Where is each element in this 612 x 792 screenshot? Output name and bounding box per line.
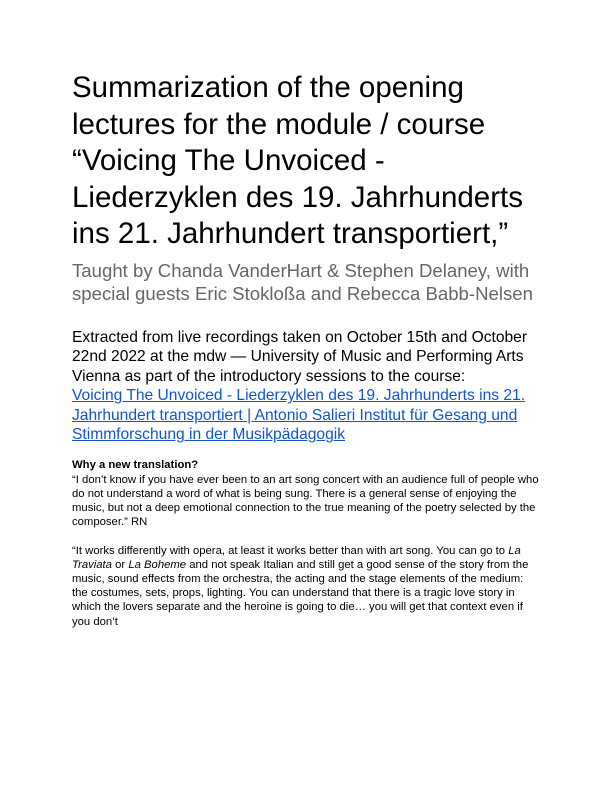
section-heading: Why a new translation? <box>72 459 199 472</box>
document-page <box>72 70 542 629</box>
opera-title-la-traviata: La Traviata <box>72 544 521 571</box>
quote2-text-a: “It works differently with opera, at least it works better than with art song. You can go to <box>72 544 509 557</box>
quote2-text-c: and not speak Italian and still get a good sense of the story from the music, sound effects from the orchestra, the acting and the stage elements of the medium: the costumes, sets, props, lighting. You can understand that there is a tragic love story in which the lovers separate and the heroine is going to die… you will get that context even if you don’t <box>72 558 529 628</box>
intro-text: Extracted from live recordings taken on October 15th and October 22nd 2022 at the mdw — University of Music and Performing Arts Vienna as part of the introductory sessions to the course: <box>72 328 528 385</box>
document-subtitle: Taught by Chanda VanderHart & Stephen Delaney, with special guests Eric Stokloßa and Rebecca Babb-Nelsen <box>72 259 533 304</box>
quote-paragraph-2 <box>72 544 542 629</box>
quote-paragraph-1: “I don’t know if you have ever been to an art song concert with an audience full of people who do not understand a word of what is being sung. There is a general sense of enjoying the music, but not a deep emotional connection to the true meaning of the poetry selected by the composer.” RN <box>72 473 539 529</box>
document-title: Summarization of the opening lectures for the module / course “Voicing The Unvoiced - Liederzyklen des 19. Jahrhunderts ins 21. Jahrhundert transportiert,” <box>72 71 523 250</box>
course-link[interactable]: Voicing The Unvoiced - Liederzyklen des 19. Jahrhunderts ins 21. Jahrhundert transportiert | Antonio Salieri Institut für Gesang und Stimmforschung in der Musikpädagogik <box>72 387 526 444</box>
intro-paragraph <box>72 328 542 446</box>
quote2-text-b: or <box>111 558 129 571</box>
opera-title-la-boheme: La Boheme <box>128 558 187 571</box>
